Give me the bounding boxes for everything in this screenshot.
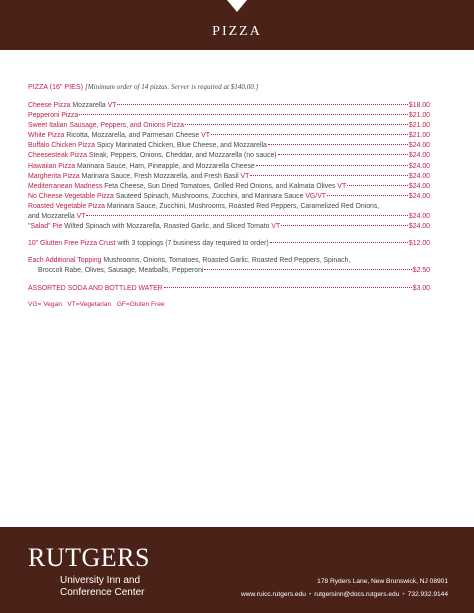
item-price: $24.00: [408, 192, 430, 200]
item-price: $2.50: [412, 267, 430, 275]
dot-leader: [86, 215, 407, 216]
dot-leader: [185, 124, 408, 125]
item-name: Mediterranean Madness: [28, 182, 103, 190]
item-price: $24.00: [408, 142, 430, 150]
section-title: PIZZA (16" PIES): [28, 83, 83, 91]
menu-item: [28, 182, 430, 192]
item-name: Cheese Pizza: [28, 102, 71, 109]
header-notch-icon: [227, 0, 247, 12]
menu-item: [28, 131, 430, 141]
item-name: Hawaiian Pizza: [28, 162, 76, 170]
menu-item: [28, 141, 430, 151]
dot-leader: [270, 242, 408, 243]
contact-info: [241, 575, 448, 601]
item-description: Wilted Spinach with Mozzarella, Roasted Garlic, and Sliced Tomato: [62, 223, 270, 231]
menu-item: [28, 192, 430, 202]
logo-subtitle-line2: Conference Center: [60, 587, 145, 598]
item-description-cont: and Mozzarella: [28, 213, 75, 221]
item-price: $24.00: [408, 152, 430, 160]
menu-item-salad-pie: [28, 222, 430, 232]
item-price: $24.00: [408, 162, 430, 170]
menu-item: [28, 121, 430, 131]
item-description: Steak, Peppers, Onions, Cheddar, and Mozzarella (no sauce): [86, 152, 277, 160]
item-name: Margherita Pizza: [28, 172, 80, 180]
section-heading: [28, 82, 430, 92]
item-name: Cheesesteak Pizza: [28, 152, 87, 160]
menu-content: [28, 82, 430, 310]
dot-leader: [164, 287, 412, 288]
page-header: [0, 0, 474, 50]
menu-item-soda: [28, 284, 430, 294]
menu-item: [28, 162, 430, 172]
item-name: Each Additional Topping: [28, 257, 102, 265]
dot-leader: [268, 144, 408, 145]
menu-item: [28, 151, 430, 161]
item-description: Marinara Sauce, Ham, Pineapple, and Mozzarella Cheese: [75, 162, 255, 170]
item-description: Marinara Sauce, Zucchini, Mushrooms, Roasted Red Peppers, Caramelized Red Onions,: [105, 202, 380, 210]
item-price: $18.00: [408, 102, 430, 109]
item-price: $24.00: [408, 182, 430, 190]
item-description: with 3 toppings (7 business day required to order): [115, 240, 269, 248]
item-diet-tag: VT: [74, 213, 86, 221]
email-link[interactable]: rutgersinn@docs.rutgers.edu: [314, 591, 400, 598]
item-description: Mushrooms, Onions, Tomatoes, Roasted Garlic, Roasted Red Peppers, Spinach,: [101, 257, 351, 265]
page-footer: [0, 527, 474, 613]
item-description: Feta Cheese, Sun Dried Tomatoes, Grilled Red Onions, and Kalmata Olives: [102, 182, 336, 190]
website-link[interactable]: www.ruicc.rutgers.edu: [241, 591, 306, 598]
logo-subtitle-line1: University Inn and: [60, 575, 141, 586]
item-price: $24.00: [408, 223, 430, 231]
dot-leader: [79, 114, 408, 115]
item-description: Spicy Marinated Chicken, Blue Cheese, and Mozzarella: [94, 142, 267, 150]
dot-leader: [117, 104, 407, 105]
item-name: Roasted Vegetable Pizza: [28, 202, 105, 210]
item-price: $21.00: [408, 122, 430, 130]
item-diet-tag: VT: [199, 132, 210, 140]
page-title: PIZZA: [212, 24, 262, 39]
dot-leader: [347, 185, 408, 186]
separator-bullet: •: [308, 591, 312, 598]
item-name: White Pizza: [28, 132, 65, 140]
item-price: $24.00: [408, 213, 430, 221]
dot-leader: [281, 225, 408, 226]
item-description: Ricotta, Mozzarella, and Parmesan Cheese: [64, 132, 200, 140]
menu-item-gluten-free: [28, 239, 430, 249]
dot-leader: [278, 154, 408, 155]
item-name: Sweet Italian Sausage, Peppers, and Onions Pizza: [28, 122, 184, 130]
item-diet-tag: VT: [335, 182, 347, 190]
item-price: $24.00: [408, 172, 430, 180]
logo-subtitle: [60, 575, 145, 599]
item-description-cont: Broccoli Rabe, Olives, Sausage, Meatballs, Pepperoni: [38, 267, 204, 275]
item-name: 10" Glutten Free Pizza Crust: [28, 240, 116, 248]
menu-item-additional-topping: [28, 256, 430, 276]
dot-leader: [204, 269, 411, 270]
dot-leader: [250, 175, 408, 176]
menu-item: [28, 111, 430, 121]
item-name: Pepperoni Pizza: [28, 112, 79, 120]
item-description: Marinara Sauce, Fresh Mozzarella, and Fresh Basil: [79, 172, 239, 180]
item-diet-tag: VT: [238, 172, 250, 180]
item-price: $21.00: [408, 132, 430, 140]
item-description: Mozzarella: [70, 102, 106, 109]
menu-list: [28, 101, 430, 294]
item-name: "Salad" Pie: [28, 223, 63, 231]
item-diet-tag: VG/VT: [303, 192, 326, 200]
item-diet-tag: VT: [105, 102, 117, 109]
item-price: $3.00: [412, 284, 430, 292]
dot-leader: [256, 165, 408, 166]
diet-legend: VG= Vegan VT=Vegetarian GF=Gluten Free: [28, 300, 165, 308]
item-description: Sauteed Spinach, Mushrooms, Zucchini, and Marinara Sauce: [113, 192, 304, 200]
rutgers-logo: RUTGERS: [28, 543, 150, 572]
item-price: $21.00: [408, 112, 430, 120]
section-note: [Minimum order of 14 pizzas. Server is required at $140.00.]: [84, 83, 259, 91]
menu-item: [28, 101, 430, 111]
menu-item: [28, 172, 430, 182]
item-name: ASSORTED SODA AND BOTTLED WATER: [28, 284, 163, 292]
phone-number: 732.932.9144: [407, 591, 448, 598]
dot-leader: [211, 134, 408, 135]
dot-leader: [327, 195, 408, 196]
item-diet-tag: VT: [269, 223, 281, 231]
item-name: No Cheese Vegetable Pizza: [28, 192, 114, 200]
item-name: Buffalo Chicken Pizza: [28, 142, 95, 150]
street-address: 178 Ryders Lane, New Brunswick, NJ 08901: [317, 578, 448, 585]
separator-bullet: •: [402, 591, 405, 598]
menu-item-roasted-vegetable: [28, 202, 430, 222]
item-price: $12.00: [408, 240, 430, 248]
